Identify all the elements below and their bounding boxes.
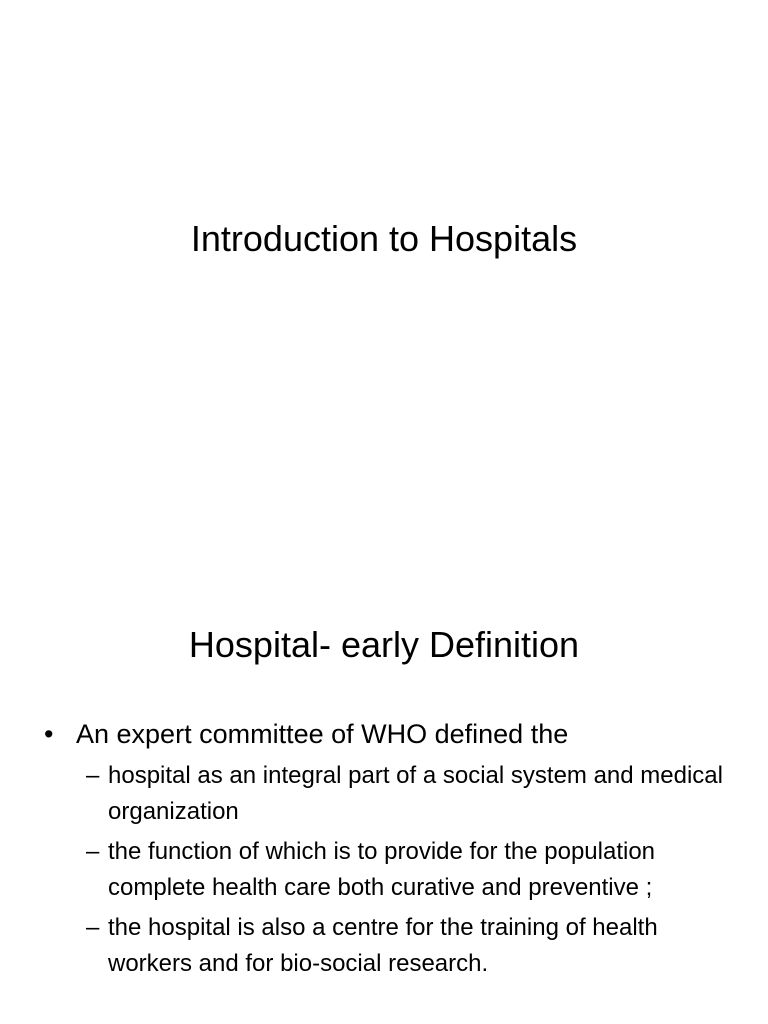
bullet-list — [44, 716, 744, 986]
sub-bullet-item — [76, 758, 744, 830]
bullet-item — [44, 716, 744, 982]
dash-marker: – — [86, 914, 100, 941]
sub-bullet-item — [76, 910, 744, 982]
slide-title: Hospital- early Definition — [188, 624, 580, 665]
sub-bullet-text: the hospital is also a centre for the training of health workers and for bio-social research. — [108, 914, 658, 977]
slide-definition — [0, 576, 768, 1024]
sub-bullet-list — [76, 758, 744, 982]
sub-bullet-text: the function of which is to provide for the population complete health care both curative and preventive ; — [108, 838, 656, 901]
bullet-text: An expert committee of WHO defined the — [76, 719, 569, 749]
sub-bullet-item — [76, 834, 744, 906]
bullet-marker: • — [44, 719, 54, 749]
slide-title: Introduction to Hospitals — [190, 218, 578, 259]
sub-bullet-text: hospital as an integral part of a social system and medical organization — [108, 762, 723, 825]
dash-marker: – — [86, 838, 100, 865]
dash-marker: – — [86, 762, 100, 789]
